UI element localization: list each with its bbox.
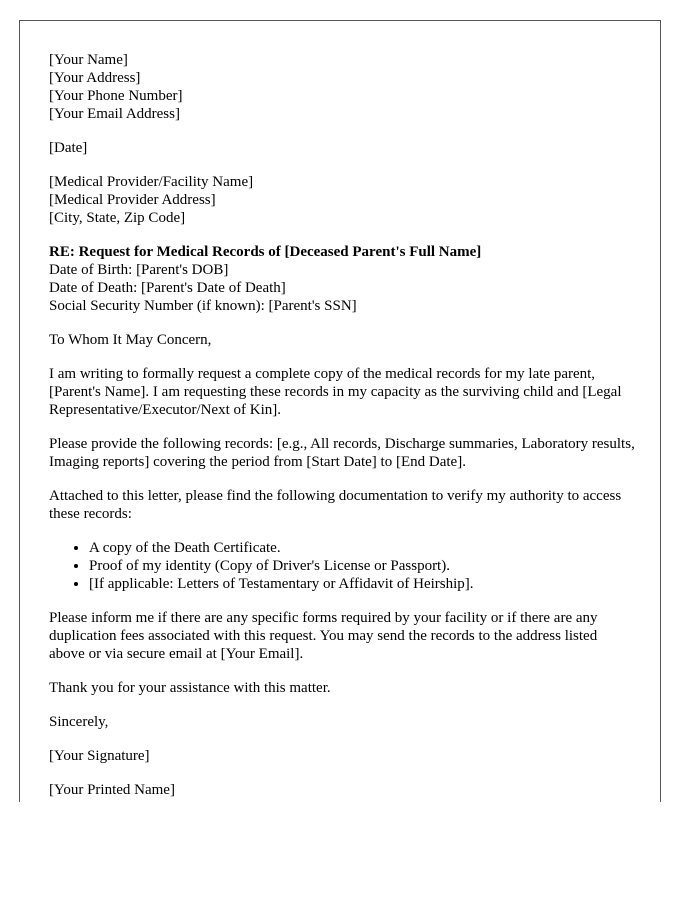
sender-address: [Your Address] [49,70,141,86]
letter-content [49,51,635,802]
subject-dob: Date of Birth: [Parent's DOB] [49,262,229,278]
body-attachments-intro: Attached to this letter, please find the following documentation to verify my authority to access these records: [49,488,622,522]
list-item: • [If applicable: Letters of Testamentary or Affidavit of Heirship]. [89,575,635,593]
subject-dod: Date of Death: [Parent's Date of Death] [49,280,286,296]
letter-date: [Date] [49,140,88,156]
body-records-paragraph: Please provide the following records: [e.g., All records, Discharge summaries, Laboratory results, Imaging reports] covering the period from [Start Date] to [End Date]. [49,436,635,470]
salutation: To Whom It May Concern, [49,332,212,348]
recipient-city-state-zip: [City, State, Zip Code] [49,210,186,226]
subject-re-line: RE: Request for Medical Records of [Deceased Parent's Full Name] [49,244,482,260]
attachments-list [49,539,635,593]
body-forms-paragraph: Please inform me if there are any specific forms required by your facility or if there are any duplication fees associated with this request. You may send the records to the address listed above or via secure email at [Your Email]. [49,610,598,662]
sender-email: [Your Email Address] [49,106,180,122]
subject-block [49,243,635,315]
signature-placeholder: [Your Signature] [49,748,150,764]
subject-ssn: Social Security Number (if known): [Parent's SSN] [49,298,357,314]
body-thanks-paragraph: Thank you for your assistance with this matter. [49,680,331,696]
sender-block [49,51,635,123]
printed-name: [Your Printed Name] [49,782,175,798]
recipient-block [49,173,635,227]
sender-phone: [Your Phone Number] [49,88,183,104]
closing: Sincerely, [49,714,109,730]
sender-name: [Your Name] [49,52,128,68]
list-item: • A copy of the Death Certificate. [89,539,635,557]
list-item: • Proof of my identity (Copy of Driver's License or Passport). [89,557,635,575]
date-block [49,139,635,157]
body-intro-paragraph: I am writing to formally request a complete copy of the medical records for my late parent, [Parent's Name]. I am requesting these records in my capacity as the surviving child and [Legal Representative/Executor/Next of Kin]. [49,366,622,418]
letter-page [19,20,661,802]
recipient-address: [Medical Provider Address] [49,192,216,208]
recipient-name: [Medical Provider/Facility Name] [49,174,254,190]
